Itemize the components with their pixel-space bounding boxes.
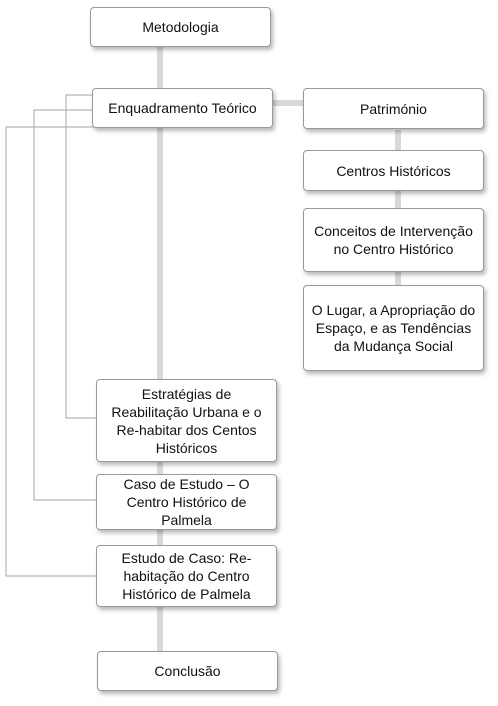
node-enquadramento-label: Enquadramento Teórico [108, 100, 257, 116]
node-conceitos-label: Conceitos de Intervenção no Centro Histórico [314, 223, 473, 257]
node-caso-de-estudo [96, 474, 277, 530]
node-enquadramento-teorico [92, 88, 273, 128]
node-conceitos-intervencao [303, 208, 484, 272]
bracket-estudo-caso [6, 127, 96, 576]
node-caso-estudo-label: Caso de Estudo – O Centro Histórico de Palmela [123, 476, 250, 528]
node-estudo-de-caso [96, 545, 277, 607]
node-conclusao [97, 651, 278, 691]
node-conclusao-label: Conclusão [154, 663, 221, 679]
node-lugar-apropriacao [303, 285, 484, 371]
node-estudo-caso-label: Estudo de Caso: Re-habitação do Centro Histórico de Palmela [121, 550, 252, 602]
node-patrimonio [303, 88, 484, 129]
node-centros-historicos-label: Centros Históricos [336, 162, 451, 179]
node-estrategias-reabilitacao [96, 379, 277, 462]
node-centros-historicos [303, 150, 484, 191]
node-estrategias-label: Estratégias de Reabilitação Urbana e o Re-habitar dos Centos Históricos [111, 385, 262, 456]
bracket-estrategias [66, 95, 96, 418]
node-metodologia-label: Metodologia [142, 19, 219, 35]
node-metodologia [90, 7, 271, 47]
node-lugar-label: O Lugar, a Apropriação do Espaço, e as Tendências da Mudança Social [311, 302, 476, 354]
bracket-caso-estudo [34, 110, 96, 500]
node-patrimonio-label: Património [360, 100, 427, 117]
